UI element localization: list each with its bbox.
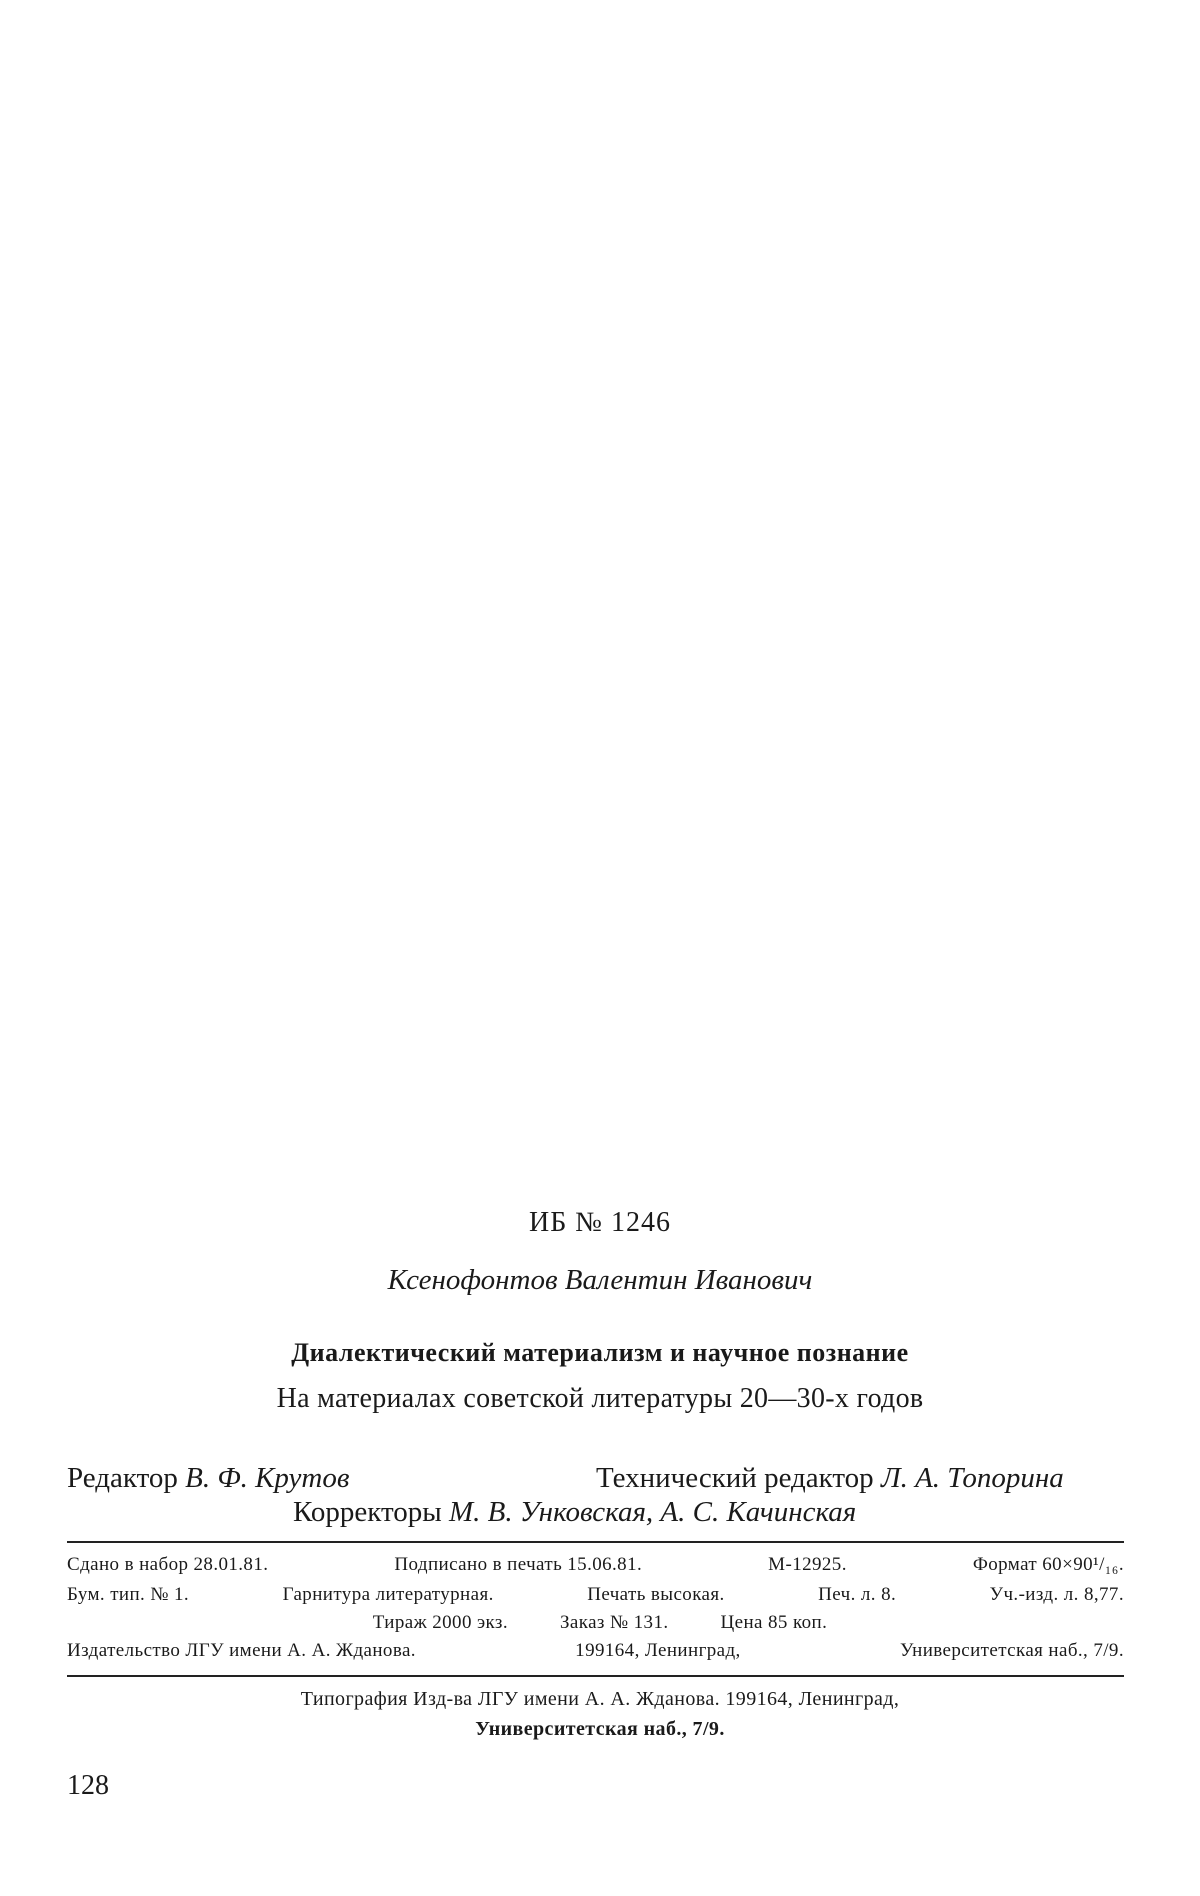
imprint-price: Цена 85 коп. xyxy=(720,1612,828,1633)
correctors-label: Корректоры xyxy=(293,1496,442,1528)
imprint-order-code: М-12925. xyxy=(768,1554,847,1575)
imprint-signed-date: Подписано в печать 15.06.81. xyxy=(394,1554,643,1575)
divider-top xyxy=(67,1541,1124,1543)
tech-editor-name: Л. А. Топорина xyxy=(880,1462,1064,1494)
printer-line-1: Типография Изд-ва ЛГУ имени А. А. Жданова. 199164, Ленинград, xyxy=(300,1688,900,1710)
book-title: Диалектический материализм и научное познание xyxy=(291,1338,909,1367)
imprint-print-sheets: Печ. л. 8. xyxy=(818,1584,897,1605)
imprint-publisher: Издательство ЛГУ имени А. А. Жданова. xyxy=(67,1640,416,1661)
imprint-publisher-address: Университетская наб., 7/9. xyxy=(899,1640,1124,1661)
ib-number: ИБ № 1246 xyxy=(528,1207,671,1238)
tech-editor-label: Технический редактор xyxy=(596,1462,874,1494)
correctors-names: М. В. Унковская, А. С. Качинская xyxy=(449,1496,857,1528)
page-number: 128 xyxy=(67,1770,109,1801)
imprint-line-4 xyxy=(67,1640,1124,1662)
author-name: Ксенофонтов Валентин Иванович xyxy=(387,1264,813,1296)
imprint-print-run: Тираж 2000 экз. xyxy=(372,1612,508,1633)
divider-bottom xyxy=(67,1675,1124,1677)
imprint-order-number: Заказ № 131. xyxy=(560,1612,669,1633)
tech-editor-credit xyxy=(596,1462,1064,1495)
imprint-line-3 xyxy=(0,1612,1200,1634)
editor-credit xyxy=(67,1462,349,1495)
imprint-line-1 xyxy=(67,1554,1124,1576)
editor-name: В. Ф. Крутов xyxy=(185,1462,350,1494)
imprint-printing: Печать высокая. xyxy=(587,1584,725,1605)
imprint-typeface: Гарнитура литературная. xyxy=(282,1584,494,1605)
imprint-publisher-city: 199164, Ленинград, xyxy=(575,1640,741,1661)
editor-label: Редактор xyxy=(67,1462,178,1494)
imprint-publisher-sheets: Уч.-изд. л. 8,77. xyxy=(989,1584,1124,1605)
imprint-line-2 xyxy=(67,1584,1124,1606)
correctors-credit xyxy=(293,1496,856,1529)
imprint-typeset-date: Сдано в набор 28.01.81. xyxy=(67,1554,269,1575)
printer-line-2: Университетская наб., 7/9. xyxy=(475,1718,725,1740)
imprint-paper: Бум. тип. № 1. xyxy=(67,1584,190,1605)
book-subtitle: На материалах советской литературы 20—30-х годов xyxy=(276,1383,924,1414)
imprint-format: Формат 60×90¹/₁₆. xyxy=(972,1554,1124,1575)
